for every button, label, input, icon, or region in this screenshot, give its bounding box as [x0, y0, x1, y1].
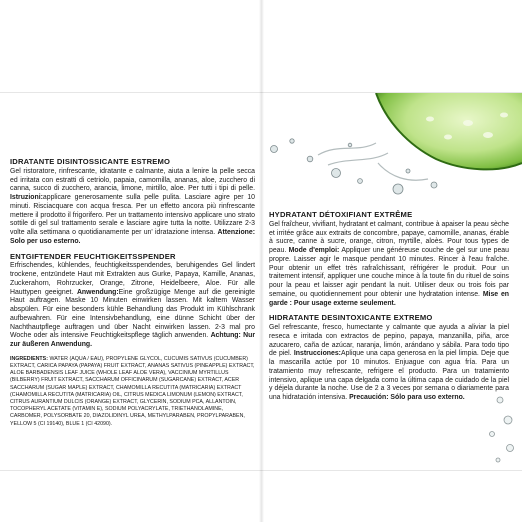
spanish-text [269, 324, 509, 403]
spanish-instructions-label: Instrucciones: [293, 350, 341, 358]
italian-body: Gel ristoratore, rinfrescante, idratante e calmante, aiuta a lenire la pelle secca ed irritata con estratti di cetriolo, papaia, camomilla, ananas, aloe, zucchero di canna, succo di zucchero, arancia, limone, mirtillo, aloe. Per tutti i tipi di pelle. [10, 167, 255, 193]
spanish-body: Gel refrescante, fresco, humectante y calmante que ayuda a aliviar la piel reseca e irritada con extractos de pepino, papaya, manzanilla, piña, arce azucarero, caña de azúcar, naranja, limón, arándano y sábila. Para todo tipo de piel. [269, 324, 509, 358]
left-panel [10, 158, 255, 434]
french-title: HYDRATANT DÉTOXIFIANT EXTRÊME [269, 210, 413, 219]
right-panel [269, 211, 509, 409]
french-instructions: Appliquer une généreuse couche de gel sur une peau propre. Laisser agir le masque pendant 10 minutes. Rincer à l'eau fraîche. Pour obtenir un effet très rafraîchissant, réfrigérer le produit. Pour un traitement intensif, appliquer une couche mince à la toute fin du rituel de soins pour la peau et laisser agir pendant la nuit. Utiliser deux ou trois fois par semaine, ou quotidiennement pour obtenir une hydratation intense. [269, 247, 509, 298]
german-body: Erfrischendes, kühlendes, feuchtigkeitsspendendes, beruhigendes Gel lindert trockene, entzündete Haut mit Extrakten aus Gurke, Papaya, Kamille, Ananas, Zuckerahorn, Rohrzucker, Orange, Zitrone, Heidelbeere, Aloe. Für alle Hauttypen geeignet. [10, 262, 255, 296]
spanish-instructions: Aplique una capa generosa en la piel limpia. Deje que la mascarilla actúe por 10 minutos. Enjuague con agua fría. Para un tratamiento muy refrescante, refrigere el producto. Para un tratamiento intensivo, aplique una capa delgada como la última capa de cuidado de la piel y déjela durante la noche. Use de 2 a 3 veces por semana o diariamente para una hidratación intensiva. [269, 350, 509, 401]
italian-instructions: applicare generosamente sulla pelle pulita. Lasciare agire per 10 minuti. Risciacquare con acqua fresca. Per un effetto ancora più rinfrescante mettere il prodotto il frigorifero. Per un trattamento intensivo applicare uno strato sottile di gel sul trattamento serale e lasciare agire tutta la notte. Utilizzare 2-3 volte alla settimana o quotidianamente per un' idratazione intensa. [10, 194, 255, 236]
spanish-section [269, 314, 509, 403]
german-instructions-label: Anwendung: [76, 288, 119, 296]
ingredients-list: WATER (AQUA / EAU), PROPYLENE GLYCOL, CUCUMIS SATIVUS (CUCUMBER) EXTRACT, CARICA PAPAYA (PAPAYA) FRUIT EXTRACT, ANANAS SATIVUS (PINEAPPLE) EXTRACT, ALOE BARBADENSIS LEAF JUICE (WHOLE LEAF ALOE VERA), VACCINIUM MYRTILLUS (BILBERRY) FRUIT EXTRACT, SACCHARUM OFFICINARUM (SUGARCANE) EXTRACT, ACER SACCHARUM (SUGAR MAPLE) EXTRACT, CHAMOMILLA RECUTITA (MATRICARIA) EXTRACT (CHAMOMILLA RECUTITA (MATRICARIA) OIL, CITRUS MEDICA LIMONUM (LEMON) EXTRACT, CITRUS AURANTIUM DULCIS (ORANGE) EXTRACT, GLYCERIN, SODIUM PCA, ALLANTOIN, TOCOPHERYL ACETATE (VITAMIN E), SODIUM POLYACRYLATE, TRIETHANOLAMINE, CARBOMER, POLYSORBATE 20, DIAZOLIDINYL UREA, METHYLPARABEN, PROPYLPARABEN, YELLOW 5 (CI 19140), BLUE 1 (CI 42090). [10, 355, 255, 427]
italian-instructions-label: Istruzioni: [10, 194, 43, 201]
german-title: ENTGIFTENDER FEUCHTIGKEITSSPENDER [10, 251, 176, 261]
italian-text [10, 168, 255, 247]
french-body: Gel fraîcheur, vivifiant, hydratant et calmant, contribue à apaiser la peau sèche et irritée grâce aux extraits de concombre, papaye, camomille, ananas, érable à sucre, canne à sucre, orange, citron, myrtille, aloès. Pour tous types de peau. [269, 220, 509, 254]
ingredients-section [10, 356, 255, 428]
german-section [10, 253, 255, 350]
spanish-warning: Precaución: Sólo para uso externo. [349, 394, 465, 401]
spanish-title: HIDRATANTE DESINTOXICANTE EXTREMO [269, 313, 433, 323]
italian-warning: Attenzione: Solo per uso esterno. [10, 229, 255, 245]
french-text [269, 221, 509, 309]
ingredients-label: INGREDIENTS: [10, 355, 48, 362]
german-warning: Achtung: Nur zur äußeren Anwendung. [10, 332, 256, 348]
french-instructions-label: Mode d'emploi: [288, 247, 340, 254]
italian-title: IDRATANTE DISINTOSSICANTE ESTREMO [10, 157, 171, 166]
cucumber-splash-image [258, 93, 522, 203]
german-text [10, 262, 255, 350]
panel-fold [259, 0, 264, 522]
german-instructions: Eine großzügige Menge auf die gereinigte Haut auftragen. Maske 10 Minuten einwirken lassen. Mit kaltem Wasser abspülen. Für eine besonders kühle Behandlung das Produkt im Kühlschrank aufbewahren. Für eine Intensivbehandlung, eine dünne Schicht über der Nachthautpflege auftragen und über Nacht einwirken lassen. 2-3 mal pro Woche oder als intensive Feuchtigkeitspflege täglich anwenden. [10, 288, 255, 340]
french-warning: Mise en garde : Pour usage externe seulement. [269, 290, 510, 307]
french-section [269, 211, 509, 308]
italian-section [10, 158, 255, 247]
